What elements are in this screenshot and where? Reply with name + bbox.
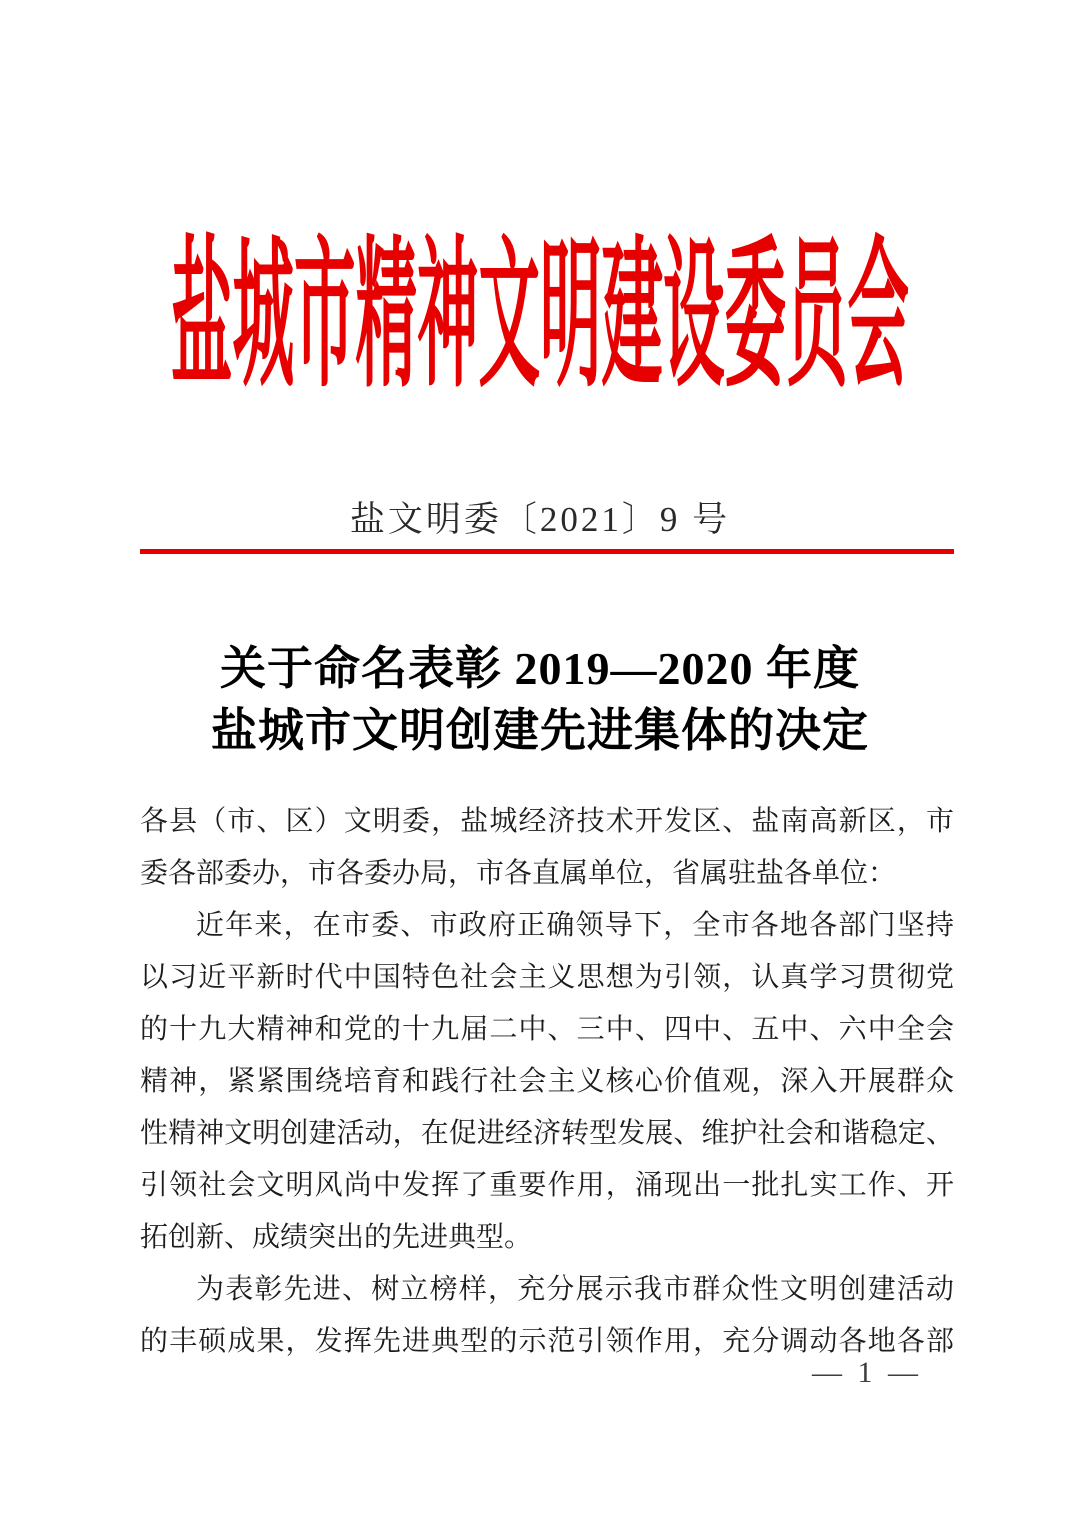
body-line: 的十九大精神和党的十九届二中、三中、四中、五中、六中全会 bbox=[140, 1014, 954, 1045]
doc-title-line-1: 关于命名表彰 2019—2020 年度 bbox=[220, 643, 860, 694]
body-line: 以习近平新时代中国特色社会主义思想为引领，认真学习贯彻党 bbox=[140, 962, 954, 993]
body-line: 性精神文明创建活动，在促进经济转型发展、维护社会和谐稳定、 bbox=[140, 1118, 954, 1149]
body-text bbox=[140, 796, 954, 1368]
body-line: 的丰硕成果，发挥先进典型的示范引领作用，充分调动各地各部 bbox=[140, 1326, 954, 1357]
doc-title bbox=[0, 638, 1080, 762]
body-line: 精神，紧紧围绕培育和践行社会主义核心价值观，深入开展群众 bbox=[140, 1066, 954, 1097]
page-number: — 1 — bbox=[812, 1356, 922, 1389]
doc-title-line-2: 盐城市文明创建先进集体的决定 bbox=[211, 705, 869, 756]
issuer-header-title: 盐城市精神文明建设委员会 bbox=[170, 227, 910, 407]
body-line: 各县（市、区）文明委，盐城经济技术开发区、盐南高新区，市 bbox=[140, 806, 954, 837]
body-line: 引领社会文明风尚中发挥了重要作用，涌现出一批扎实工作、开 bbox=[140, 1170, 954, 1201]
body-line: 委各部委办，市各委办局，市各直属单位，省属驻盐各单位： bbox=[140, 858, 897, 889]
doc-number: 盐文明委〔2021〕9 号 bbox=[349, 500, 731, 539]
body-line: 拓创新、成绩突出的先进典型。 bbox=[140, 1222, 533, 1253]
body-line: 为表彰先进、树立榜样，充分展示我市群众性文明创建活动 bbox=[196, 1274, 954, 1305]
red-divider-rule bbox=[140, 549, 954, 554]
body-line: 近年来，在市委、市政府正确领导下，全市各地各部门坚持 bbox=[196, 910, 954, 941]
